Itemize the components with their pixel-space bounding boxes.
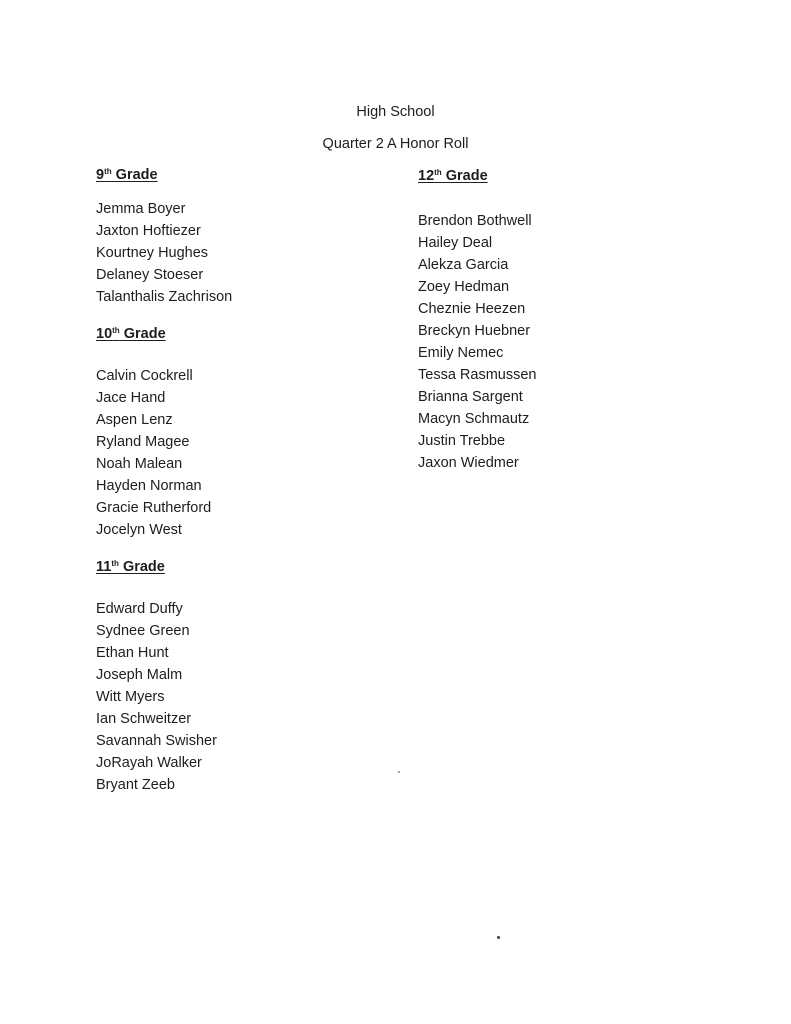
grade-9-label: Grade bbox=[115, 167, 158, 183]
grade-10-number: 10 bbox=[96, 326, 113, 342]
grade-11-suffix: th bbox=[111, 559, 119, 568]
student-name: Bryant Zeeb bbox=[96, 777, 175, 793]
student-name: Emily Nemec bbox=[418, 345, 504, 361]
student-name: Witt Myers bbox=[96, 689, 165, 705]
grade-12-number: 12 bbox=[418, 168, 435, 184]
student-name: Sydnee Green bbox=[96, 623, 190, 639]
student-name: Calvin Cockrell bbox=[96, 368, 193, 384]
grade-9-list bbox=[96, 198, 396, 308]
grade-11-label: Grade bbox=[122, 559, 165, 575]
grade-12-label: Grade bbox=[445, 168, 488, 184]
student-name: Jaxton Hoftiezer bbox=[96, 223, 201, 239]
document-title: Quarter 2 A Honor Roll bbox=[322, 136, 469, 152]
grade-11-heading bbox=[96, 558, 396, 576]
student-name: Justin Trebbe bbox=[418, 433, 506, 449]
grade-11-section bbox=[96, 558, 396, 796]
student-name: Ryland Magee bbox=[96, 434, 190, 450]
student-name: Tessa Rasmussen bbox=[418, 367, 537, 383]
grade-11-number: 11 bbox=[96, 559, 112, 575]
student-name: Brianna Sargent bbox=[418, 389, 523, 405]
scan-speck bbox=[497, 936, 500, 939]
student-name: Hailey Deal bbox=[418, 235, 493, 251]
student-name: Edward Duffy bbox=[96, 601, 183, 617]
grade-12-list bbox=[418, 210, 718, 474]
student-name: Noah Malean bbox=[96, 456, 183, 472]
student-name: Kourtney Hughes bbox=[96, 245, 209, 261]
grade-12-suffix: th bbox=[434, 168, 442, 177]
grade-10-suffix: th bbox=[112, 326, 120, 335]
student-name: Jaxon Wiedmer bbox=[418, 455, 519, 471]
grade-9-heading bbox=[96, 166, 396, 184]
student-name: Breckyn Huebner bbox=[418, 323, 531, 339]
grade-12-section bbox=[418, 167, 718, 474]
school-name: High School bbox=[356, 104, 435, 120]
student-name: Joseph Malm bbox=[96, 667, 183, 683]
student-name: Savannah Swisher bbox=[96, 733, 217, 749]
student-name: Delaney Stoeser bbox=[96, 267, 204, 283]
student-name: Gracie Rutherford bbox=[96, 500, 212, 516]
student-name: Alekza Garcia bbox=[418, 257, 509, 273]
student-name: Jace Hand bbox=[96, 390, 166, 406]
student-name: Jemma Boyer bbox=[96, 201, 186, 217]
grade-10-section bbox=[96, 325, 396, 541]
grade-9-suffix: th bbox=[104, 167, 112, 176]
student-name: Talanthalis Zachrison bbox=[96, 289, 233, 305]
student-name: JoRayah Walker bbox=[96, 755, 202, 771]
scan-speck bbox=[398, 771, 400, 773]
student-name: Brendon Bothwell bbox=[418, 213, 532, 229]
right-column bbox=[418, 167, 718, 474]
grade-12-heading bbox=[418, 167, 718, 185]
student-name: Cheznie Heezen bbox=[418, 301, 526, 317]
grade-9-section bbox=[96, 166, 396, 308]
student-name: Hayden Norman bbox=[96, 478, 202, 494]
grade-10-heading bbox=[96, 325, 396, 343]
student-name: Aspen Lenz bbox=[96, 412, 173, 428]
left-column bbox=[96, 166, 396, 796]
grade-11-list bbox=[96, 598, 396, 796]
grade-10-list bbox=[96, 365, 396, 541]
grade-9-number: 9 bbox=[96, 167, 105, 183]
student-name: Ian Schweitzer bbox=[96, 711, 192, 727]
student-name: Ethan Hunt bbox=[96, 645, 169, 661]
student-name: Macyn Schmautz bbox=[418, 411, 530, 427]
grade-10-label: Grade bbox=[123, 326, 166, 342]
student-name: Jocelyn West bbox=[96, 522, 182, 538]
student-name: Zoey Hedman bbox=[418, 279, 510, 295]
